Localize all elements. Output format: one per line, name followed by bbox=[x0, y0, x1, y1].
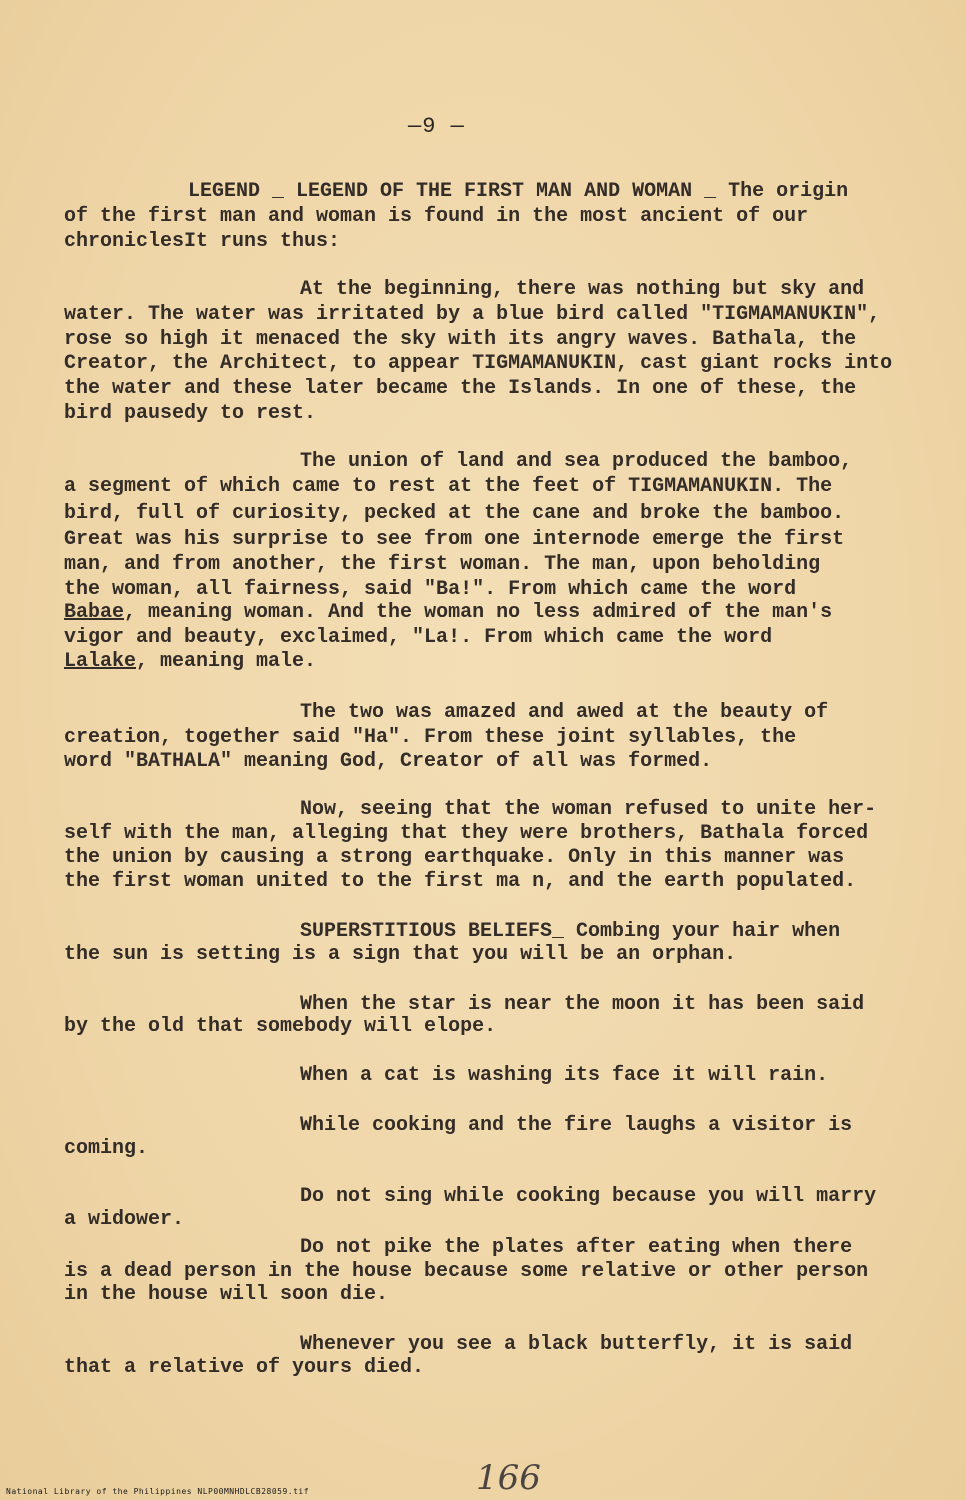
text-line: that a relative of yours died. bbox=[64, 1356, 425, 1379]
text-line: Creator, the Architect, to appear TIGMAMANUKIN, cast giant rocks into bbox=[64, 352, 893, 375]
text-line: of the first man and woman is found in the most ancient of our bbox=[64, 205, 809, 228]
text-line: Lalake, meaning male. bbox=[64, 650, 317, 673]
text-line: When the star is near the moon it has been said bbox=[300, 993, 865, 1016]
archive-footer: National Library of the Philippines NLP00MNHDLCB28059.tif bbox=[6, 1487, 310, 1496]
underlined-word: Lalake bbox=[64, 650, 137, 673]
text-line: coming. bbox=[64, 1137, 149, 1160]
text-line: creation, together said "Ha". From these joint syllables, the bbox=[64, 726, 797, 749]
text-line: rose so high it menaced the sky with its angry waves. Bathala, the bbox=[64, 328, 857, 351]
text-line: Babae, meaning woman. And the woman no less admired of the man's bbox=[64, 601, 833, 624]
text-line: The two was amazed and awed at the beauty of bbox=[300, 701, 829, 724]
text-line: Do not sing while cooking because you will marry bbox=[300, 1185, 877, 1208]
text-line: self with the man, alleging that they were brothers, Bathala forced bbox=[64, 822, 869, 845]
text-line: the woman, all fairness, said "Ba!". From which came the word bbox=[64, 578, 797, 601]
text-line: word "BATHALA" meaning God, Creator of all was formed. bbox=[64, 750, 713, 773]
text-line: LEGEND _ LEGEND OF THE FIRST MAN AND WOMAN _ The origin bbox=[188, 180, 849, 203]
underlined-word: Babae bbox=[64, 601, 125, 624]
text-line: is a dead person in the house because some relative or other person bbox=[64, 1260, 869, 1283]
text-line: bird pausedy to rest. bbox=[64, 402, 317, 425]
text-line: by the old that somebody will elope. bbox=[64, 1015, 497, 1038]
text-line: the sun is setting is a sign that you will be an orphan. bbox=[64, 943, 737, 966]
text-line: a widower. bbox=[64, 1208, 185, 1231]
text-line: a segment of which came to rest at the feet of TIGMAMANUKIN. The bbox=[64, 475, 833, 498]
text-line: chroniclesIt runs thus: bbox=[64, 230, 341, 253]
text-line: the first woman united to the first ma n, and the earth populated. bbox=[64, 870, 857, 893]
text-line: man, and from another, the first woman. The man, upon beholding bbox=[64, 553, 821, 576]
text-line: Now, seeing that the woman refused to unite her- bbox=[300, 798, 877, 821]
text-line: Whenever you see a black butterfly, it is said bbox=[300, 1333, 853, 1356]
text-line: Do not pike the plates after eating when there bbox=[300, 1236, 853, 1259]
text-line: When a cat is washing its face it will rain. bbox=[300, 1064, 829, 1087]
text-line: The union of land and sea produced the bamboo, bbox=[300, 450, 853, 473]
text-line: in the house will soon die. bbox=[64, 1283, 389, 1306]
text-line: While cooking and the fire laughs a visitor is bbox=[300, 1114, 853, 1137]
text-line: vigor and beauty, exclaimed, "La!. From which came the word bbox=[64, 626, 773, 649]
handwritten-page-number: 166 bbox=[476, 1458, 541, 1498]
text-line: Great was his surprise to see from one internode emerge the first bbox=[64, 528, 845, 551]
text-line: SUPERSTITIOUS BELIEFS_ Combing your hair when bbox=[300, 920, 841, 943]
text-line: the union by causing a strong earthquake. Only in this manner was bbox=[64, 846, 845, 869]
text-line: the water and these later became the Islands. In one of these, the bbox=[64, 377, 857, 400]
text-line: water. The water was irritated by a blue bird called "TIGMAMANUKIN", bbox=[64, 303, 881, 326]
text-line: bird, full of curiosity, pecked at the cane and broke the bamboo. bbox=[64, 502, 845, 525]
page-number: —9 — bbox=[408, 114, 465, 139]
text-line: At the beginning, there was nothing but sky and bbox=[300, 278, 865, 301]
